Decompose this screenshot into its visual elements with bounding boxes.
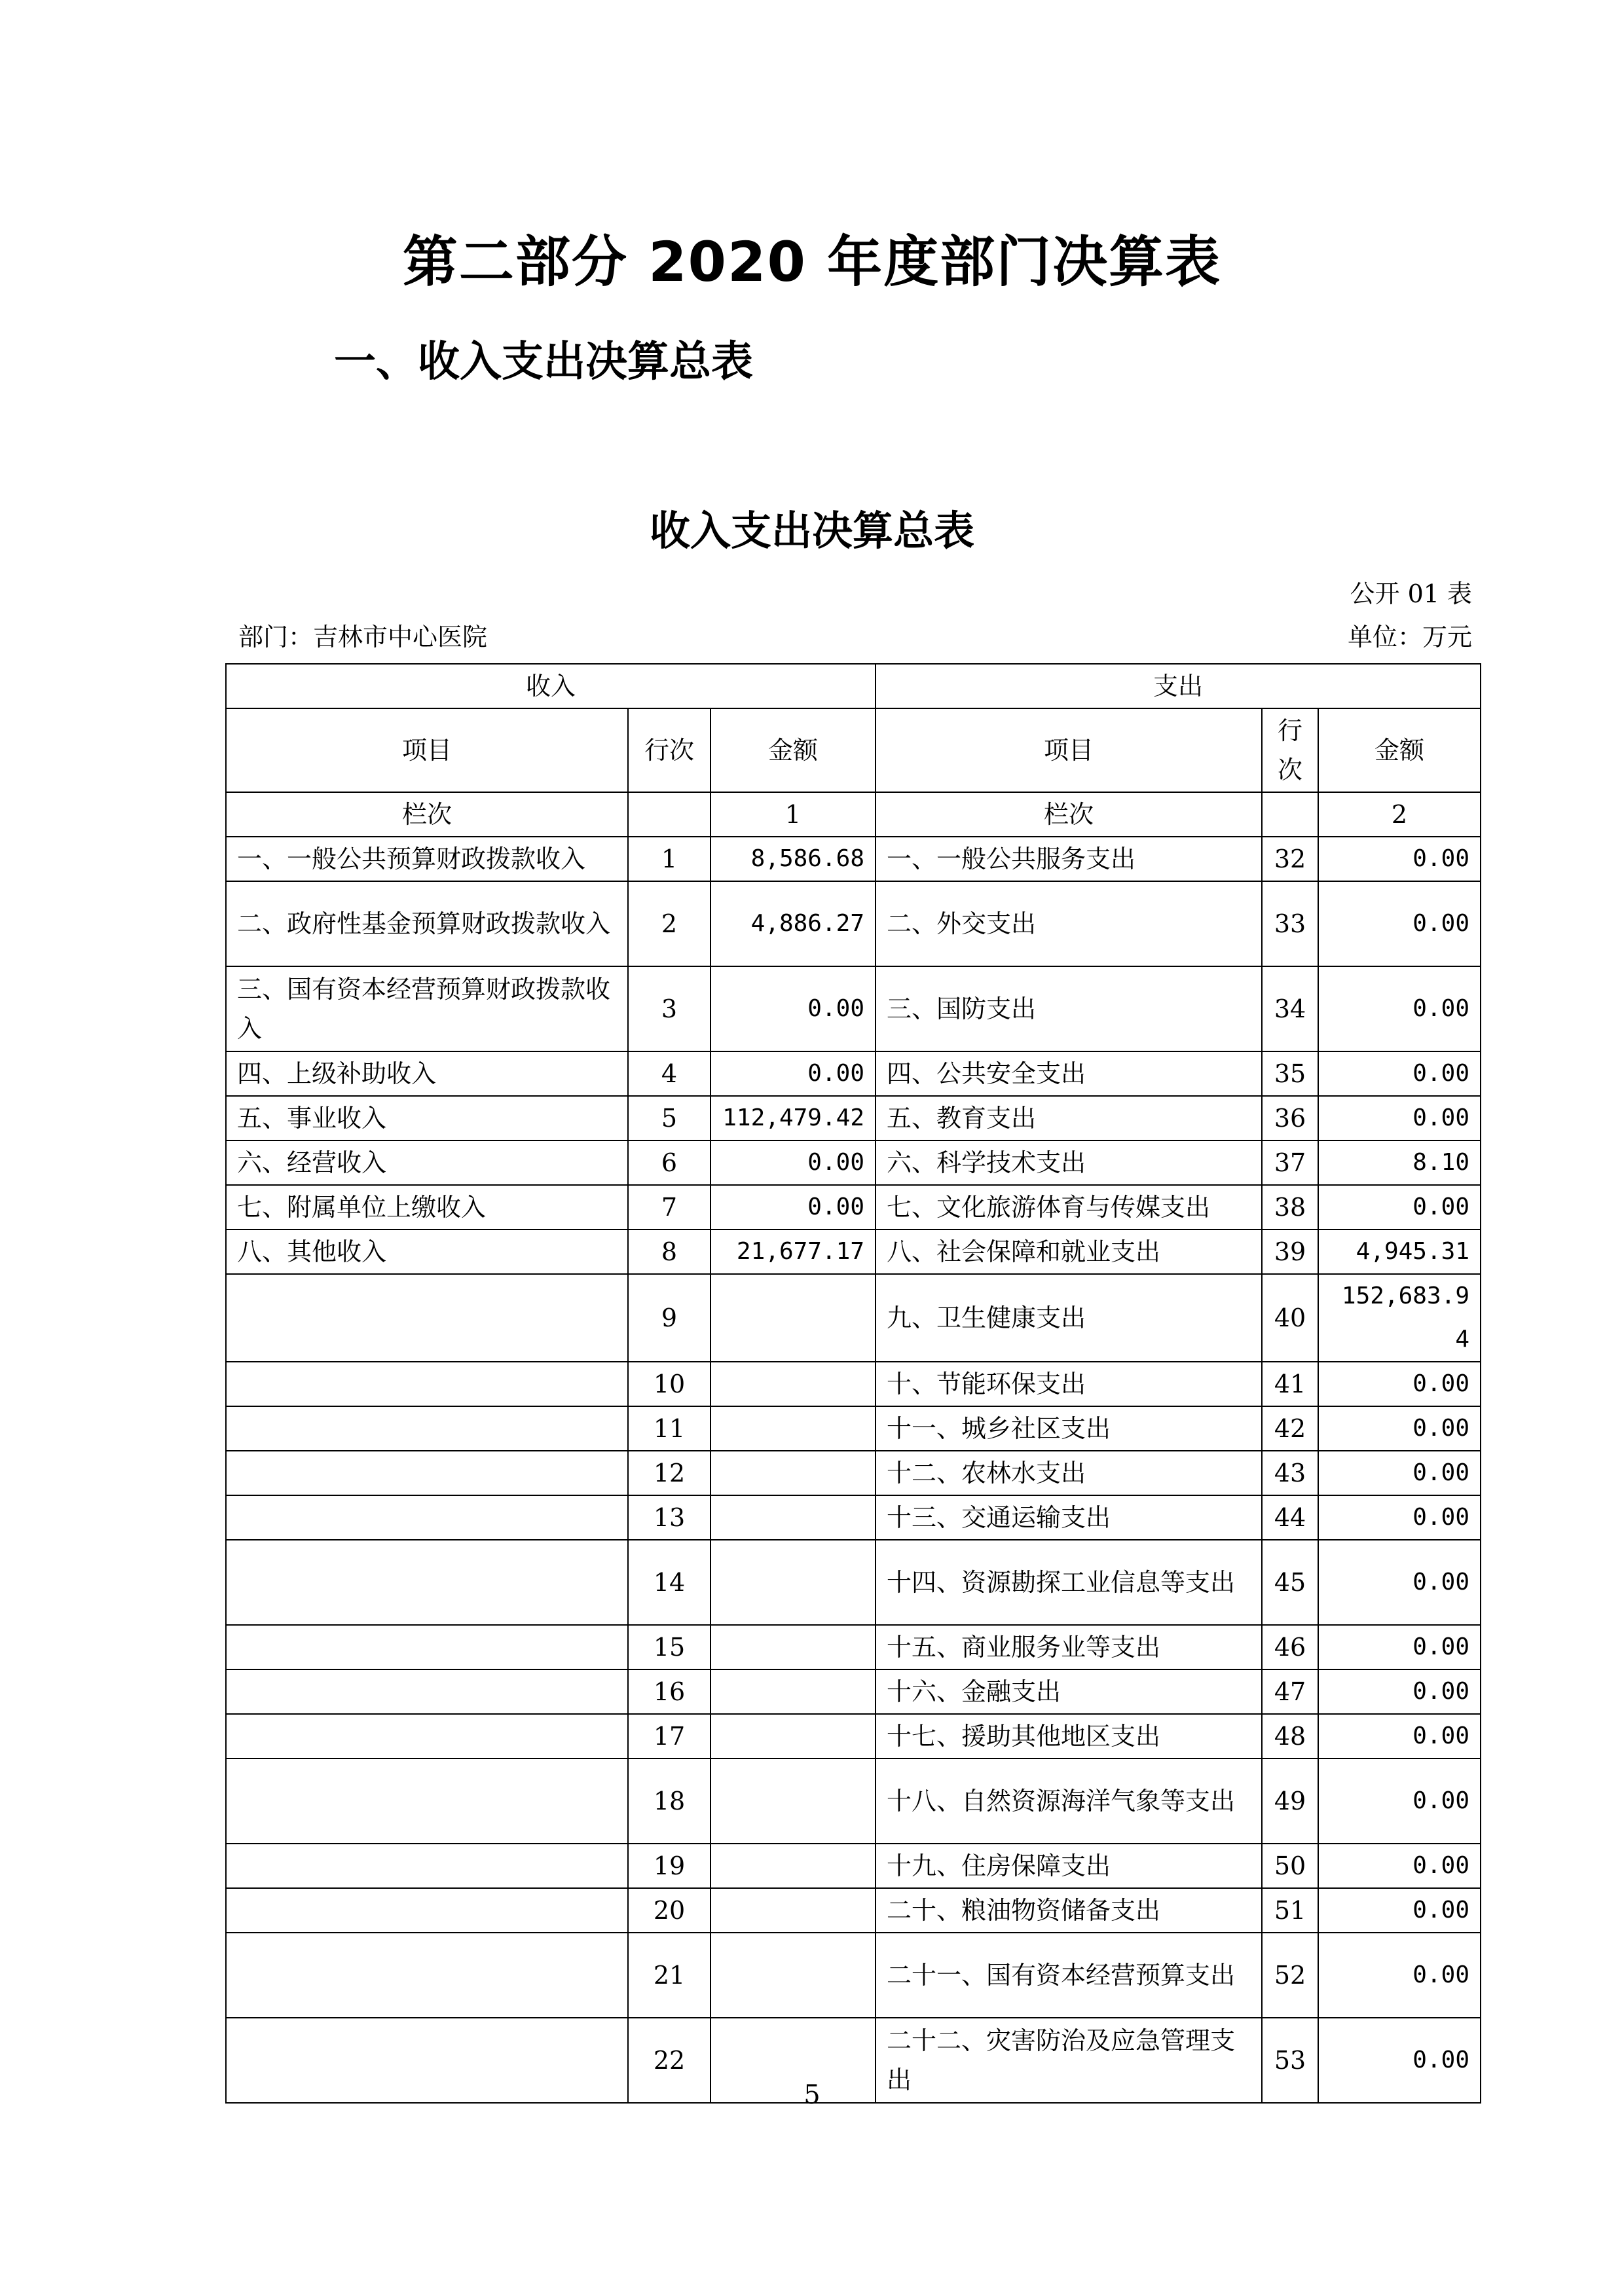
expense-amount: 0.00 [1318, 966, 1481, 1051]
unit-label: 单位：万元 [1347, 623, 1472, 651]
expense-row-no: 45 [1262, 1540, 1318, 1625]
section-title: 一、收入支出决算总表 [334, 338, 753, 386]
lanci-label: 栏次 [226, 792, 628, 837]
income-item [226, 1714, 628, 1758]
expense-amount: 0.00 [1318, 1888, 1481, 1933]
income-row-no: 18 [628, 1758, 710, 1844]
expense-row-no: 41 [1262, 1362, 1318, 1406]
expense-item: 十四、资源勘探工业信息等支出 [876, 1540, 1262, 1625]
expense-row-no: 47 [1262, 1669, 1318, 1714]
expense-amount: 0.00 [1318, 1758, 1481, 1844]
table-row [226, 1230, 1481, 1274]
table-row [226, 1540, 1481, 1625]
income-amount [710, 1362, 876, 1406]
expense-row-no: 34 [1262, 966, 1318, 1051]
expense-amount: 4,945.31 [1318, 1230, 1481, 1274]
income-expense-table [225, 663, 1481, 2104]
income-amount: 0.00 [710, 1140, 876, 1185]
income-row-no: 6 [628, 1140, 710, 1185]
income-item: 八、其他收入 [226, 1230, 628, 1274]
expense-item: 九、卫生健康支出 [876, 1274, 1262, 1362]
expense-row-no: 37 [1262, 1140, 1318, 1185]
income-item [226, 1844, 628, 1888]
income-row-no: 5 [628, 1096, 710, 1140]
income-item [226, 1758, 628, 1844]
income-row-no: 13 [628, 1495, 710, 1540]
expense-amount: 0.00 [1318, 1096, 1481, 1140]
income-row-no: 16 [628, 1669, 710, 1714]
income-amount [710, 1758, 876, 1844]
expense-amount: 0.00 [1318, 1844, 1481, 1888]
expense-amount: 0.00 [1318, 1495, 1481, 1540]
col-header-item-expense: 项目 [876, 708, 1262, 792]
expense-row-no: 48 [1262, 1714, 1318, 1758]
expense-row-no: 32 [1262, 837, 1318, 881]
page-number: 5 [803, 2080, 821, 2110]
income-row-no: 12 [628, 1451, 710, 1495]
expense-item: 十九、住房保障支出 [876, 1844, 1262, 1888]
lanci-empty-expense [1262, 792, 1318, 837]
income-item [226, 1625, 628, 1669]
table-row [226, 881, 1481, 966]
expense-row-no: 39 [1262, 1230, 1318, 1274]
expense-amount: 0.00 [1318, 1185, 1481, 1230]
expense-row-no: 40 [1262, 1274, 1318, 1362]
expense-item: 十五、商业服务业等支出 [876, 1625, 1262, 1669]
lanci-expense: 2 [1318, 792, 1481, 837]
income-item: 一、一般公共预算财政拨款收入 [226, 837, 628, 881]
expense-row-no: 53 [1262, 2018, 1318, 2103]
income-amount: 4,886.27 [710, 881, 876, 966]
expense-header: 支出 [876, 664, 1481, 708]
expense-item: 十七、援助其他地区支出 [876, 1714, 1262, 1758]
expense-amount: 0.00 [1318, 1714, 1481, 1758]
income-amount [710, 1274, 876, 1362]
income-amount [710, 1888, 876, 1933]
expense-row-no: 38 [1262, 1185, 1318, 1230]
table-row [226, 1625, 1481, 1669]
column-header-row [226, 708, 1481, 792]
income-row-no: 8 [628, 1230, 710, 1274]
income-item [226, 1888, 628, 1933]
expense-amount: 0.00 [1318, 1362, 1481, 1406]
income-item [226, 1540, 628, 1625]
expense-amount: 0.00 [1318, 1625, 1481, 1669]
table-row [226, 1844, 1481, 1888]
expense-amount: 0.00 [1318, 1933, 1481, 2018]
income-row-no: 1 [628, 837, 710, 881]
expense-row-no: 36 [1262, 1096, 1318, 1140]
expense-item: 四、公共安全支出 [876, 1051, 1262, 1096]
income-amount: 0.00 [710, 1185, 876, 1230]
table-row [226, 1888, 1481, 1933]
income-row-no: 20 [628, 1888, 710, 1933]
lanci-label-expense: 栏次 [876, 792, 1262, 837]
income-header: 收入 [226, 664, 876, 708]
lanci-row [226, 792, 1481, 837]
expense-amount: 0.00 [1318, 1406, 1481, 1451]
income-item: 二、政府性基金预算财政拨款收入 [226, 881, 628, 966]
table-row [226, 1051, 1481, 1096]
table-row [226, 1669, 1481, 1714]
expense-item: 二、外交支出 [876, 881, 1262, 966]
expense-amount: 0.00 [1318, 881, 1481, 966]
income-row-no: 9 [628, 1274, 710, 1362]
table-row [226, 1362, 1481, 1406]
table-row [226, 1274, 1481, 1362]
income-item: 六、经营收入 [226, 1140, 628, 1185]
expense-item: 十三、交通运输支出 [876, 1495, 1262, 1540]
expense-item: 十、节能环保支出 [876, 1362, 1262, 1406]
income-item: 四、上级补助收入 [226, 1051, 628, 1096]
col-header-amount: 金额 [710, 708, 876, 792]
col-header-amount-expense: 金额 [1318, 708, 1481, 792]
income-row-no: 21 [628, 1933, 710, 2018]
table-row [226, 966, 1481, 1051]
income-item [226, 1451, 628, 1495]
income-amount: 8,586.68 [710, 837, 876, 881]
table-row [226, 1758, 1481, 1844]
form-number: 公开 01 表 [1350, 579, 1472, 608]
income-row-no: 10 [628, 1362, 710, 1406]
income-row-no: 15 [628, 1625, 710, 1669]
table-title: 收入支出决算总表 [649, 507, 974, 555]
expense-row-no: 44 [1262, 1495, 1318, 1540]
expense-item: 十一、城乡社区支出 [876, 1406, 1262, 1451]
expense-row-no: 35 [1262, 1051, 1318, 1096]
income-item [226, 1669, 628, 1714]
table-row [226, 1140, 1481, 1185]
income-amount [710, 1844, 876, 1888]
income-amount: 0.00 [710, 966, 876, 1051]
expense-row-no: 46 [1262, 1625, 1318, 1669]
lanci-empty [628, 792, 710, 837]
col-header-row-no: 行次 [628, 708, 710, 792]
expense-amount: 0.00 [1318, 1540, 1481, 1625]
table-row [226, 1714, 1481, 1758]
income-amount: 21,677.17 [710, 1230, 876, 1274]
expense-item: 五、教育支出 [876, 1096, 1262, 1140]
expense-amount: 0.00 [1318, 1669, 1481, 1714]
expense-item: 六、科学技术支出 [876, 1140, 1262, 1185]
table-row [226, 1451, 1481, 1495]
expense-item: 二十、粮油物资储备支出 [876, 1888, 1262, 1933]
table-row [226, 1096, 1481, 1140]
expense-amount: 0.00 [1318, 1451, 1481, 1495]
expense-amount: 152,683.94 [1318, 1274, 1481, 1362]
col-header-item: 项目 [226, 708, 628, 792]
table-row [226, 837, 1481, 881]
expense-row-no: 43 [1262, 1451, 1318, 1495]
income-row-no: 3 [628, 966, 710, 1051]
table-row [226, 1185, 1481, 1230]
income-item [226, 1933, 628, 2018]
expense-amount: 8.10 [1318, 1140, 1481, 1185]
expense-amount: 0.00 [1318, 2018, 1481, 2103]
income-row-no: 14 [628, 1540, 710, 1625]
expense-item: 八、社会保障和就业支出 [876, 1230, 1262, 1274]
income-amount [710, 1451, 876, 1495]
expense-row-no: 42 [1262, 1406, 1318, 1451]
income-row-no: 2 [628, 881, 710, 966]
income-item [226, 1406, 628, 1451]
income-amount [710, 1495, 876, 1540]
expense-row-no: 49 [1262, 1758, 1318, 1844]
expense-amount: 0.00 [1318, 1051, 1481, 1096]
expense-item: 七、文化旅游体育与传媒支出 [876, 1185, 1262, 1230]
income-item: 七、附属单位上缴收入 [226, 1185, 628, 1230]
expense-row-no: 33 [1262, 881, 1318, 966]
expense-row-no: 50 [1262, 1844, 1318, 1888]
part-title: 第二部分 2020 年度部门决算表 [402, 230, 1222, 294]
expense-item: 十二、农林水支出 [876, 1451, 1262, 1495]
expense-item: 三、国防支出 [876, 966, 1262, 1051]
income-amount: 0.00 [710, 1051, 876, 1096]
income-row-no: 11 [628, 1406, 710, 1451]
expense-item: 二十二、灾害防治及应急管理支出 [876, 2018, 1262, 2103]
expense-item: 二十一、国有资本经营预算支出 [876, 1933, 1262, 2018]
income-item: 五、事业收入 [226, 1096, 628, 1140]
section-header-row [226, 664, 1481, 708]
department-label: 部门：吉林市中心医院 [238, 623, 488, 651]
income-amount [710, 1625, 876, 1669]
lanci-income: 1 [710, 792, 876, 837]
expense-item: 十八、自然资源海洋气象等支出 [876, 1758, 1262, 1844]
income-item: 三、国有资本经营预算财政拨款收入 [226, 966, 628, 1051]
expense-row-no: 51 [1262, 1888, 1318, 1933]
income-row-no: 22 [628, 2018, 710, 2103]
expense-amount: 0.00 [1318, 837, 1481, 881]
income-amount [710, 1669, 876, 1714]
expense-row-no: 52 [1262, 1933, 1318, 2018]
income-amount [710, 1933, 876, 2018]
income-row-no: 7 [628, 1185, 710, 1230]
income-item [226, 1362, 628, 1406]
table-row [226, 1933, 1481, 2018]
col-header-row-no-expense: 行次 [1262, 708, 1318, 792]
expense-item: 一、一般公共服务支出 [876, 837, 1262, 881]
income-row-no: 19 [628, 1844, 710, 1888]
table-row [226, 1406, 1481, 1451]
income-row-no: 4 [628, 1051, 710, 1096]
income-row-no: 17 [628, 1714, 710, 1758]
income-amount [710, 1406, 876, 1451]
income-item [226, 1274, 628, 1362]
income-amount: 112,479.42 [710, 1096, 876, 1140]
table-row [226, 1495, 1481, 1540]
expense-item: 十六、金融支出 [876, 1669, 1262, 1714]
income-amount [710, 1540, 876, 1625]
income-item [226, 1495, 628, 1540]
income-amount [710, 1714, 876, 1758]
